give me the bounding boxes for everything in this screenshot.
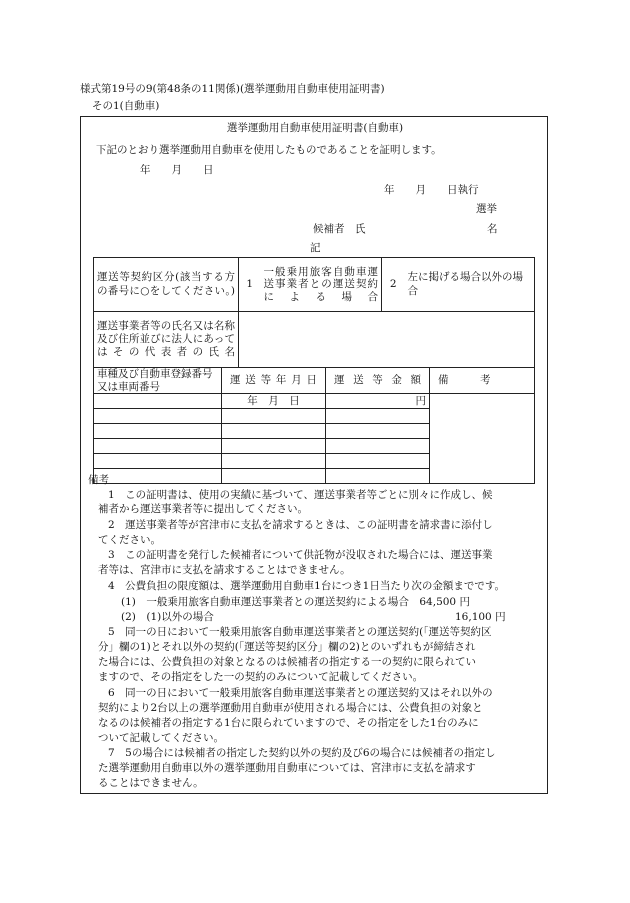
vehicle-column-header: 車種及び自動車登録番号又は車両番号 (94, 368, 222, 394)
remark-line: 5 同一の日において一般乗用旅客自動車運送事業者との運送契約(「運送等契約区 (108, 626, 492, 638)
option-1-number[interactable]: 1 (239, 258, 261, 312)
vehicle-cell[interactable] (94, 469, 222, 484)
election-label: 選挙 (476, 203, 497, 215)
date-cell[interactable] (222, 394, 326, 409)
option-2-number[interactable]: 2 (382, 258, 405, 312)
carrier-field[interactable] (239, 312, 535, 368)
remark-line: ますので、その指定をした一の契約のみについて記載してください。 (98, 671, 424, 683)
date-column-header: 運送等年月日 (222, 368, 326, 394)
remark-line: 3 この証明書を発行した候補者について供託物が没収された場合には、運送事業 (108, 549, 493, 561)
usage-table (93, 367, 535, 484)
amount-cell[interactable] (326, 439, 430, 454)
remark-line: (1) 一般乗用旅客自動車運送事業者との運送契約による場合 64,500 円 (121, 596, 470, 608)
option-1-text: 一般乗用旅客自動車運送事業者との運送契約による場合 (261, 258, 382, 312)
carrier-label: 運送事業者等の氏名又は名称及び住所並びに法人にあってはその代表者の氏名 (94, 312, 239, 368)
remark-line: 4 公費負担の限度額は、選挙運動用自動車1台につき1日当たり次の金額までです。 (108, 580, 505, 592)
name-label: 名 (487, 223, 498, 235)
date-cell[interactable] (222, 424, 326, 439)
remarks-column-header: 備 考 (430, 368, 535, 394)
date-cell[interactable] (222, 439, 326, 454)
remark-line: 16,100 円 (455, 611, 506, 623)
remark-line: 1 この証明書は、使用の実績に基づいて、運送事業者等ごとに別々に作成し、候 (108, 489, 493, 501)
remark-line: てください。 (98, 534, 161, 546)
date-cell[interactable] (222, 454, 326, 469)
remark-line: 補者から運送事業者等に提出してください。 (98, 503, 308, 515)
remark-line: 者等は、宮津市に支払を請求することはできません。 (98, 564, 351, 576)
date-cell[interactable] (222, 409, 326, 424)
vehicle-cell[interactable] (94, 439, 222, 454)
amount-cell[interactable] (326, 394, 430, 409)
amount-cell[interactable] (326, 469, 430, 484)
ki-label: 記 (310, 242, 321, 254)
option-2-text: 左に掲げる場合以外の場合 (405, 258, 535, 312)
remarks-cell[interactable] (430, 394, 535, 484)
remark-line: ることはできません。 (98, 777, 204, 789)
candidate-label: 候補者 氏 (313, 223, 366, 235)
remark-line: た場合には、公費負担の対象となるのは候補者の指定する一の契約に限られてい (98, 656, 476, 668)
date-unit: 年 月 日 (247, 394, 300, 407)
remark-line: 分」欄の1)とそれ以外の契約(「運送等契約区分」欄の2)とのいずれもが締結され (98, 641, 476, 653)
intro-text: 下記のとおり選挙運動用自動車を使用したものであることを証明します。 (96, 144, 442, 156)
amount-cell[interactable] (326, 454, 430, 469)
document-title: 選挙運動用自動車使用証明書(自動車) (226, 122, 404, 134)
yen-unit: 円 (415, 394, 426, 407)
amount-cell[interactable] (326, 424, 430, 439)
form-subtitle: その1(自動車) (92, 100, 160, 112)
remark-line: 2 運送事業者等が宮津市に支払を請求するときは、この証明書を請求書に添付し (108, 519, 493, 531)
remark-line: 6 同一の日において一般乗用旅客自動車運送事業者との運送契約又はそれ以外の (108, 687, 493, 699)
remarks-heading: 備考 (88, 474, 109, 486)
amount-column-header: 運送等金額 (326, 368, 430, 394)
remark-line: 契約により2台以上の選挙運動用自動車が使用される場合には、公費負担の対象と (98, 702, 483, 714)
vehicle-cell[interactable] (94, 454, 222, 469)
vehicle-cell[interactable] (94, 409, 222, 424)
remark-line: なるのは候補者の指定する1台に限られていますので、その指定をした1台のみに (98, 717, 479, 729)
date-cell[interactable] (222, 469, 326, 484)
amount-cell[interactable] (326, 409, 430, 424)
remark-line: 7 5の場合には候補者の指定した契約以外の契約及び6の場合には候補者の指定し (108, 747, 496, 759)
remark-line: (2) (1)以外の場合 (121, 611, 214, 623)
remark-line: た選挙運動用自動車以外の選挙運動用自動車については、宮津市に支払を請求す (98, 762, 476, 774)
contract-type-label: 運送等契約区分(該当する方の番号に○をしてください。) (94, 258, 239, 312)
form-number: 様式第19号の9(第48条の11関係)(選挙運動用自動車使用証明書) (80, 83, 385, 95)
remark-line: ついて記載してください。 (98, 732, 224, 744)
execution-date: 年 月 日執行 (384, 184, 479, 196)
vehicle-cell[interactable] (94, 424, 222, 439)
contract-table (93, 257, 535, 368)
vehicle-cell[interactable] (94, 394, 222, 409)
issue-date: 年 月 日 (140, 164, 214, 176)
